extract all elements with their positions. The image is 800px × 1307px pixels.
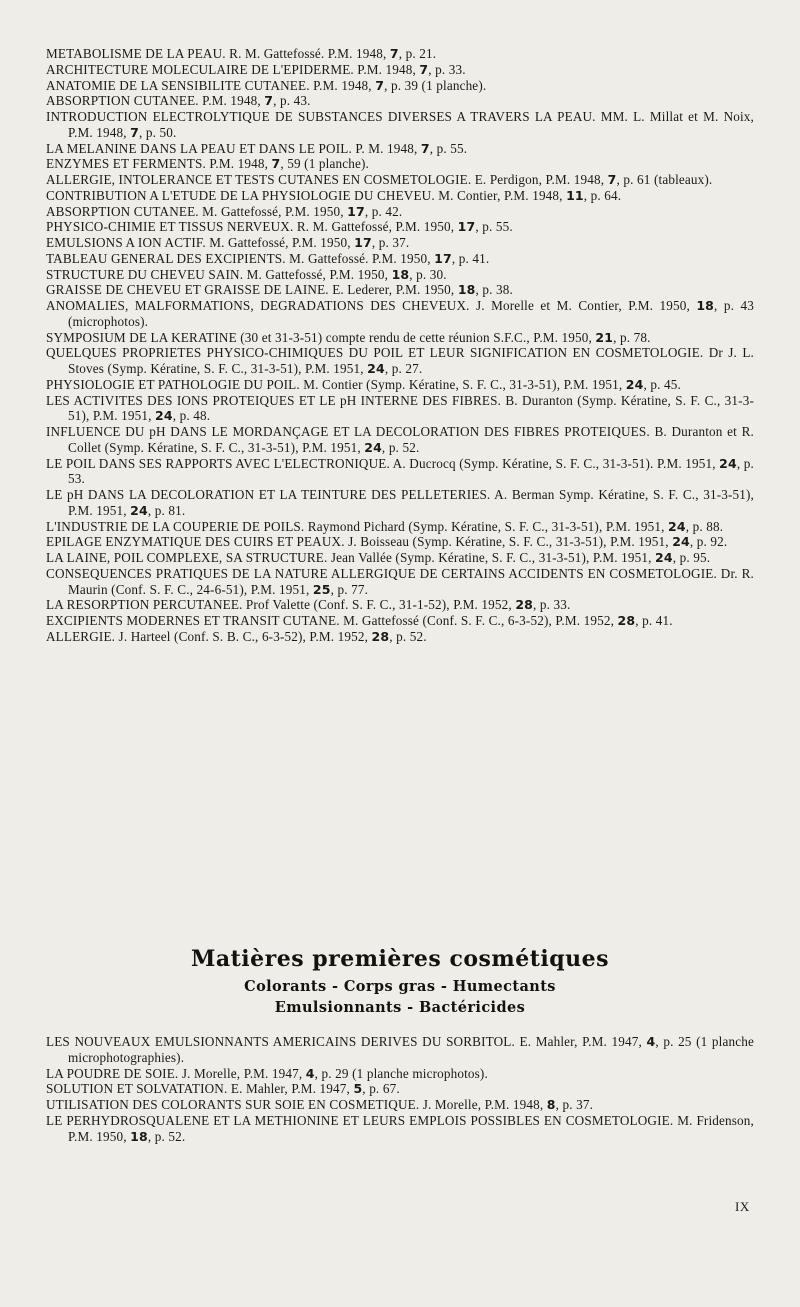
entry-pages: , p. 95. — [672, 550, 711, 565]
entry-pages: , p. 41. — [635, 613, 673, 628]
entry-volume: 7 — [420, 140, 430, 156]
entry-pages: , p. 77. — [330, 581, 369, 597]
entry-text: TABLEAU GENERAL DES EXCIPIENTS. M. Gattefossé. P.M. 1950, — [46, 250, 435, 266]
entry-volume: 24 — [672, 534, 690, 550]
entry-text: L'INDUSTRIE DE LA COUPERIE DE POILS. Raymond Pichard (Symp. Kératine, S. F. C., 31-3-51), P.M. 1951, — [46, 518, 668, 534]
entry-pages: , p. 52. — [381, 439, 420, 455]
bibliography-entry — [46, 629, 754, 645]
entry-volume: 28 — [371, 628, 390, 644]
entry-volume: 17 — [434, 250, 452, 266]
entry-volume: 25 — [312, 581, 331, 597]
bibliography-entry — [46, 1097, 754, 1113]
entry-text: ABSORPTION CUTANEE. M. Gattefossé, P.M. 1950, — [46, 203, 348, 219]
entry-volume: 28 — [515, 597, 534, 613]
entry-text: LA MELANINE DANS LA PEAU ET DANS LE POIL. P. M. 1948, — [46, 140, 421, 156]
entry-text: ARCHITECTURE MOLECULAIRE DE L'EPIDERME. P.M. 1948, — [46, 61, 420, 77]
entry-pages: , p. 41. — [451, 250, 490, 266]
entry-pages: , p. 21. — [398, 46, 437, 61]
bibliography-entry — [46, 172, 754, 188]
entry-pages: , p. 53. — [68, 455, 754, 487]
entry-text: LE PERHYDROSQUALENE ET LA METHIONINE ET LEURS EMPLOIS POSSIBLES EN COSMETOLOGIE. M. Fridenson, P.M. 1950, — [46, 1112, 754, 1144]
entry-pages: , p. 33. — [428, 61, 466, 77]
entry-pages: , p. 38. — [475, 282, 513, 298]
entry-volume: 24 — [719, 455, 737, 471]
entry-pages: , p. 52. — [389, 628, 427, 644]
entry-volume: 7 — [271, 156, 281, 172]
bibliography-entry — [46, 93, 754, 109]
entry-pages: , p. 37. — [371, 235, 410, 250]
entry-pages: , p. 81. — [147, 502, 186, 518]
bibliography-entry — [46, 188, 754, 204]
entry-text: ANOMALIES, MALFORMATIONS, DEGRADATIONS DES CHEVEUX. J. Morelle et M. Contier, P.M. 1950, — [46, 298, 697, 313]
entry-pages: , p. 78. — [613, 329, 651, 345]
entry-pages: , p. 25 (1 planche microphotographies). — [68, 1034, 754, 1065]
entry-text: CONSEQUENCES PRATIQUES DE LA NATURE ALLERGIQUE DE CERTAINS ACCIDENTS EN COSMETOLOGIE. Dr. R. Maurin (Conf. S. F. C., 24-6-51), P.M. 1951, — [46, 565, 754, 597]
entry-pages: , p. 45. — [643, 376, 681, 392]
entry-volume: 18 — [130, 1128, 148, 1144]
bibliography-entry — [46, 330, 754, 346]
entry-pages: , p. 33. — [533, 597, 571, 613]
entry-text: GRAISSE DE CHEVEU ET GRAISSE DE LAINE. E. Lederer, P.M. 1950, — [46, 282, 458, 298]
entry-volume: 5 — [353, 1081, 363, 1097]
entry-text: INTRODUCTION ELECTROLYTIQUE DE SUBSTANCES DIVERSES A TRAVERS LA PEAU. MM. L. Millat et M. Noix, P.M. 1948, — [46, 109, 754, 140]
entry-text: ANATOMIE DE LA SENSIBILITE CUTANEE. P.M. 1948, — [46, 77, 376, 93]
entry-volume: 24 — [625, 376, 644, 392]
bibliography-entry — [46, 424, 754, 456]
entry-volume: 24 — [364, 439, 382, 455]
entry-text: SOLUTION ET SOLVATATION. E. Mahler, P.M. 1947, — [46, 1081, 354, 1097]
entry-text: LE pH DANS LA DECOLORATION ET LA TEINTURE DES PELLETERIES. A. Berman Symp. Kératine, S. F. C., 31-3-51), P.M. 1951, — [46, 487, 754, 518]
entry-text: PHYSIOLOGIE ET PATHOLOGIE DU POIL. M. Contier (Symp. Kératine, S. F. C., 31-3-51), P.M. 1951, — [46, 376, 626, 392]
entry-text: PHYSICO-CHIMIE ET TISSUS NERVEUX. R. M. Gattefossé, P.M. 1950, — [46, 219, 458, 235]
entry-pages: , p. 48. — [172, 408, 211, 424]
entry-volume: 24 — [667, 518, 686, 534]
entry-pages: , p. 67. — [362, 1081, 400, 1097]
entry-pages: , p. 43. — [273, 93, 311, 109]
section-title: Matières premières cosmétiques — [190, 946, 609, 972]
entry-pages: , p. 27. — [384, 361, 423, 376]
section-entry-list — [46, 1034, 754, 1144]
entry-volume: 17 — [347, 203, 365, 219]
entry-volume: 7 — [130, 124, 139, 140]
entry-text: UTILISATION DES COLORANTS SUR SOIE EN COSMETIQUE. J. Morelle, P.M. 1948, — [46, 1097, 547, 1112]
bibliography-entry — [46, 267, 754, 283]
entry-volume: 28 — [617, 613, 636, 628]
bibliography-entry — [46, 345, 754, 377]
entry-pages: , p. 30. — [409, 266, 447, 282]
entry-text: CONTRIBUTION A L'ETUDE DE LA PHYSIOLOGIE DU CHEVEU. M. Contier, P.M. 1948, — [46, 187, 567, 203]
bibliography-entry — [46, 78, 754, 94]
entry-text: ENZYMES ET FERMENTS. P.M. 1948, — [46, 156, 272, 172]
entry-pages: , p. 61 (tableaux). — [616, 172, 713, 187]
bibliography-list — [46, 46, 754, 645]
entry-volume: 17 — [354, 235, 372, 250]
section-subtitle-1: Colorants - Corps gras - Humectants — [244, 978, 556, 995]
bibliography-entry — [46, 204, 754, 220]
entry-volume: 4 — [305, 1065, 315, 1081]
entry-text: LE POIL DANS SES RAPPORTS AVEC L'ELECTRONIQUE. A. Ducrocq (Symp. Kératine, S. F. C., 31-3-51). P.M. 1951, — [46, 455, 720, 471]
bibliography-entry — [46, 156, 754, 172]
entry-text: STRUCTURE DU CHEVEU SAIN. M. Gattefossé, P.M. 1950, — [46, 266, 392, 282]
bibliography-entry — [46, 534, 754, 550]
entry-volume: 7 — [264, 93, 274, 109]
entry-pages: , p. 55. — [429, 140, 468, 156]
entry-volume: 4 — [646, 1034, 656, 1049]
entry-volume: 21 — [595, 329, 614, 345]
bibliography-entry — [46, 393, 754, 425]
bibliography-entry — [46, 1113, 754, 1145]
bibliography-entry — [46, 282, 754, 298]
entry-pages: , p. 52. — [147, 1128, 186, 1144]
entry-pages: , p. 37. — [555, 1097, 594, 1112]
entry-volume: 24 — [130, 502, 148, 518]
entry-pages: , p. 64. — [583, 187, 622, 203]
entry-text: ALLERGIE, INTOLERANCE ET TESTS CUTANES EN COSMETOLOGIE. E. Perdigon, P.M. 1948, — [46, 172, 608, 187]
bibliography-entry — [46, 219, 754, 235]
entry-volume: 7 — [389, 46, 399, 61]
entry-pages: , p. 29 (1 planche microphotos). — [314, 1065, 488, 1081]
entry-pages: , p. 39 (1 planche). — [384, 77, 487, 93]
entry-volume: 7 — [375, 77, 385, 93]
entry-volume: 11 — [566, 187, 584, 203]
bibliography-entry — [46, 566, 754, 598]
bibliography-entry — [46, 235, 754, 251]
entry-pages: , p. 55. — [475, 219, 513, 235]
entry-volume: 8 — [546, 1097, 556, 1112]
bibliography-entry — [46, 456, 754, 488]
entry-pages: , p. 43 (microphotos). — [68, 298, 754, 329]
bibliography-entry — [46, 613, 754, 629]
bibliography-entry — [46, 597, 754, 613]
entry-text: LES ACTIVITES DES IONS PROTEIQUES ET LE pH INTERNE DES FIBRES. B. Duranton (Symp. Kératine, S. F. C., 31-3-51), P.M. 1951, — [46, 392, 754, 424]
bibliography-entry — [46, 109, 754, 141]
bibliography-entry — [46, 1034, 754, 1066]
bibliography-entry — [46, 1081, 754, 1097]
entry-volume: 24 — [367, 361, 385, 376]
entry-text: LA RESORPTION PERCUTANEE. Prof Valette (Conf. S. F. C., 31-1-52), P.M. 1952, — [46, 597, 516, 613]
entry-volume: 18 — [457, 282, 476, 298]
bibliography-entry — [46, 377, 754, 393]
entry-volume: 18 — [391, 266, 410, 282]
entry-pages: , p. 50. — [138, 124, 177, 140]
entry-text: LA LAINE, POIL COMPLEXE, SA STRUCTURE. Jean Vallée (Symp. Kératine, S. F. C., 31-3-51), P.M. 1951, — [46, 550, 656, 565]
entry-text: LES NOUVEAUX EMULSIONNANTS AMERICAINS DERIVES DU SORBITOL. E. Mahler, P.M. 1947, — [46, 1034, 647, 1049]
section-subtitle-2: Emulsionnants - Bactéricides — [274, 999, 526, 1016]
entry-volume: 17 — [457, 219, 476, 235]
entry-text: QUELQUES PROPRIETES PHYSICO-CHIMIQUES DU POIL ET LEUR SIGNIFICATION EN COSMETOLOGIE. Dr J. L. Stoves (Symp. Kératine, S. F. C., 31-3-51), P.M. 1951, — [46, 345, 754, 376]
entry-volume: 24 — [655, 550, 673, 565]
entry-volume: 7 — [419, 61, 429, 77]
entry-text: EMULSIONS A ION ACTIF. M. Gattefossé, P.M. 1950, — [46, 235, 355, 250]
entry-volume: 18 — [696, 298, 715, 313]
entry-text: ABSORPTION CUTANEE. P.M. 1948, — [46, 93, 265, 109]
entry-text: SYMPOSIUM DE LA KERATINE (30 et 31-3-51) compte rendu de cette réunion S.F.C., P.M. 1950, — [46, 329, 596, 345]
bibliography-entry — [46, 251, 754, 267]
entry-volume: 7 — [607, 172, 617, 187]
bibliography-entry — [46, 550, 754, 566]
bibliography-entry — [46, 141, 754, 157]
entry-pages: , p. 42. — [364, 203, 403, 219]
entry-volume: 24 — [155, 408, 173, 424]
entry-text: INFLUENCE DU pH DANS LE MORDANÇAGE ET LA DECOLORATION DES FIBRES PROTEIQUES. B. Duranton et R. Collet (Symp. Kératine, S. F. C., 31-3-51), P.M. 1951, — [46, 424, 754, 455]
entry-text: EXCIPIENTS MODERNES ET TRANSIT CUTANE. M. Gattefossé (Conf. S. F. C., 6-3-52), P.M. 1952, — [46, 613, 618, 628]
bibliography-entry — [46, 298, 754, 330]
entry-pages: , p. 88. — [685, 518, 724, 534]
entry-text: EPILAGE ENZYMATIQUE DES CUIRS ET PEAUX. J. Boisseau (Symp. Kératine, S. F. C., 31-3-51), P.M. 1951, — [46, 534, 673, 550]
entry-pages: , p. 92. — [689, 534, 728, 550]
page-number: IX — [735, 1199, 750, 1214]
bibliography-entry — [46, 487, 754, 519]
entry-text: METABOLISME DE LA PEAU. R. M. Gattefossé. P.M. 1948, — [46, 46, 390, 61]
entry-text: LA POUDRE DE SOIE. J. Morelle, P.M. 1947, — [46, 1065, 306, 1081]
entry-text: ALLERGIE. J. Harteel (Conf. S. B. C., 6-3-52), P.M. 1952, — [46, 628, 372, 644]
bibliography-entry — [46, 1066, 754, 1082]
bibliography-entry — [46, 519, 754, 535]
entry-pages: , 59 (1 planche). — [280, 156, 369, 172]
bibliography-entry — [46, 46, 754, 62]
bibliography-entry — [46, 62, 754, 78]
